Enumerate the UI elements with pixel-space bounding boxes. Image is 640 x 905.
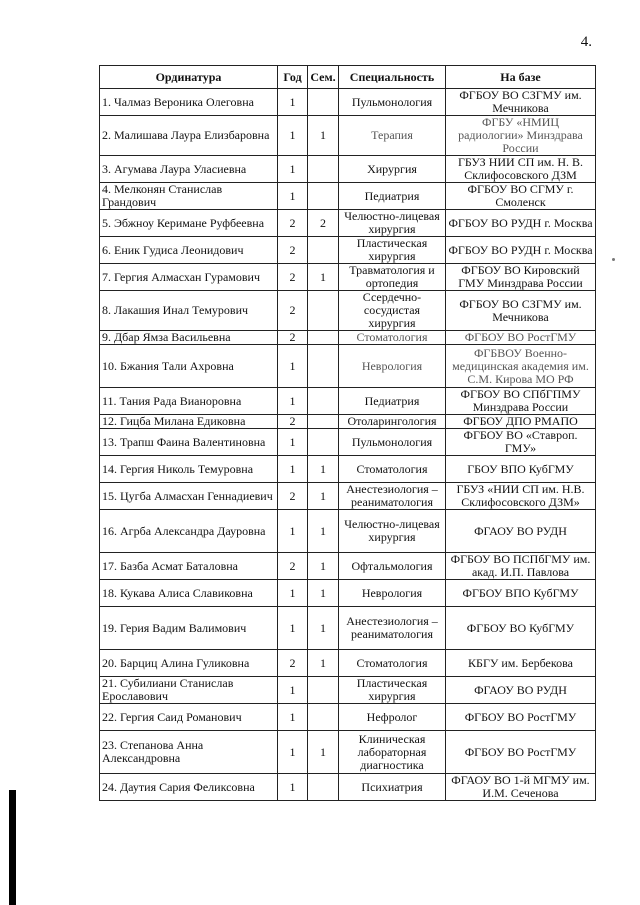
table-row [100, 237, 596, 264]
cell-base: ФГБОУ ВО Кировский ГМУ Минздрава России [446, 264, 596, 291]
table-row [100, 731, 596, 774]
cell-year: 1 [278, 607, 308, 650]
cell-year: 1 [278, 388, 308, 415]
cell-year: 1 [278, 731, 308, 774]
cell-name: 13. Трапш Фаина Валентиновна [100, 429, 278, 456]
cell-semester: 1 [308, 456, 339, 483]
cell-specialty: Стоматология [339, 331, 446, 345]
cell-semester [308, 388, 339, 415]
scan-speck [612, 258, 615, 261]
cell-name: 14. Гергия Николь Темуровна [100, 456, 278, 483]
cell-year: 2 [278, 291, 308, 331]
table-row [100, 429, 596, 456]
cell-semester [308, 237, 339, 264]
cell-base: ГБУЗ «НИИ СП им. Н.В. Склифосовского ДЗМ» [446, 483, 596, 510]
cell-specialty: Педиатрия [339, 388, 446, 415]
header-base: На базе [446, 66, 596, 89]
cell-year: 1 [278, 704, 308, 731]
table-row [100, 774, 596, 801]
cell-year: 1 [278, 580, 308, 607]
cell-base: ФГБОУ ВО СЗГМУ им. Мечникова [446, 291, 596, 331]
cell-name: 2. Малишава Лаура Елизбаровна [100, 116, 278, 156]
table-row [100, 650, 596, 677]
cell-base: КБГУ им. Бербекова [446, 650, 596, 677]
cell-semester: 1 [308, 510, 339, 553]
table-row [100, 388, 596, 415]
cell-name: 15. Цугба Алмасхан Геннадиевич [100, 483, 278, 510]
cell-semester: 2 [308, 210, 339, 237]
table-row [100, 580, 596, 607]
cell-name: 4. Мелконян Станислав Грандович [100, 183, 278, 210]
cell-year: 2 [278, 264, 308, 291]
cell-specialty: Анестезиология – реаниматология [339, 483, 446, 510]
cell-semester: 1 [308, 116, 339, 156]
cell-semester: 1 [308, 580, 339, 607]
cell-semester: 1 [308, 731, 339, 774]
cell-base: ФГБОУ ВО КубГМУ [446, 607, 596, 650]
cell-year: 1 [278, 774, 308, 801]
cell-base: ФГБОУ ВО РУДН г. Москва [446, 210, 596, 237]
table-row [100, 704, 596, 731]
cell-base: ФГБОУ ВО РостГМУ [446, 731, 596, 774]
cell-name: 12. Гицба Милана Едиковна [100, 415, 278, 429]
cell-semester [308, 156, 339, 183]
cell-base: ФГБОУ ВО РостГМУ [446, 704, 596, 731]
cell-name: 6. Еник Гудиса Леонидович [100, 237, 278, 264]
cell-name: 10. Бжания Тали Ахровна [100, 345, 278, 388]
table-row [100, 607, 596, 650]
cell-semester: 1 [308, 607, 339, 650]
cell-specialty: Педиатрия [339, 183, 446, 210]
cell-semester [308, 331, 339, 345]
cell-semester [308, 774, 339, 801]
header-year: Год [278, 66, 308, 89]
cell-name: 11. Тания Рада Вианоровна [100, 388, 278, 415]
table-row [100, 331, 596, 345]
cell-name: 20. Барциц Алина Гуликовна [100, 650, 278, 677]
cell-base: ФГАОУ ВО РУДН [446, 677, 596, 704]
table-row [100, 89, 596, 116]
cell-specialty: Стоматология [339, 456, 446, 483]
cell-name: 9. Дбар Ямза Васильевна [100, 331, 278, 345]
cell-base: ФГБОУ ДПО РМАПО [446, 415, 596, 429]
cell-base: ФГБВОУ Военно-медицинская академия им. С.М. Кирова МО РФ [446, 345, 596, 388]
header-semester: Сем. [308, 66, 339, 89]
cell-base: ФГБОУ ВО СПбГПМУ Минздрава России [446, 388, 596, 415]
cell-year: 1 [278, 89, 308, 116]
table-row [100, 456, 596, 483]
cell-year: 1 [278, 510, 308, 553]
cell-semester [308, 89, 339, 116]
cell-specialty: Анестезиология –реаниматология [339, 607, 446, 650]
cell-base: ФГБОУ ВО РУДН г. Москва [446, 237, 596, 264]
table-row [100, 677, 596, 704]
cell-year: 1 [278, 429, 308, 456]
table-row [100, 510, 596, 553]
cell-year: 1 [278, 183, 308, 210]
cell-semester [308, 415, 339, 429]
cell-specialty: Ссердечно-сосудистая хирургия [339, 291, 446, 331]
table-row [100, 183, 596, 210]
cell-specialty: Отоларингология [339, 415, 446, 429]
table-row [100, 345, 596, 388]
cell-base: ФГАОУ ВО 1-й МГМУ им. И.М. Сеченова [446, 774, 596, 801]
cell-semester [308, 677, 339, 704]
cell-specialty: Хирургия [339, 156, 446, 183]
cell-name: 16. Агрба Александра Дауровна [100, 510, 278, 553]
page-number: 4. [580, 34, 592, 50]
table-header-row [100, 66, 596, 89]
header-residency: Ординатура [100, 66, 278, 89]
cell-specialty: Пульмонология [339, 89, 446, 116]
cell-year: 2 [278, 650, 308, 677]
cell-base: ФГАОУ ВО РУДН [446, 510, 596, 553]
cell-base: ФГБОУ ВО СЗГМУ им. Мечникова [446, 89, 596, 116]
cell-year: 1 [278, 116, 308, 156]
residency-table [99, 65, 596, 801]
cell-name: 18. Кукава Алиса Славиковна [100, 580, 278, 607]
scan-binding-mark [9, 790, 16, 905]
cell-specialty: Офтальмология [339, 553, 446, 580]
table-row [100, 264, 596, 291]
cell-specialty: Травматология и ортопедия [339, 264, 446, 291]
cell-semester: 1 [308, 483, 339, 510]
cell-specialty: Челюстно-лицевая хирургия [339, 210, 446, 237]
cell-name: 5. Эбжноу Керимане Руфбеевна [100, 210, 278, 237]
table-row [100, 210, 596, 237]
cell-year: 1 [278, 456, 308, 483]
cell-year: 1 [278, 345, 308, 388]
cell-name: 1. Чалмаз Вероника Олеговна [100, 89, 278, 116]
cell-name: 7. Гергия Алмасхан Гурамович [100, 264, 278, 291]
cell-name: 17. Базба Асмат Баталовна [100, 553, 278, 580]
cell-year: 2 [278, 237, 308, 264]
cell-semester: 1 [308, 650, 339, 677]
cell-specialty: Клиническая лабораторная диагностика [339, 731, 446, 774]
cell-name: 24. Даутия Сария Феликсовна [100, 774, 278, 801]
cell-specialty: Психиатрия [339, 774, 446, 801]
cell-semester [308, 291, 339, 331]
cell-year: 2 [278, 415, 308, 429]
cell-specialty: Пластическая хирургия [339, 237, 446, 264]
cell-base: ФГБОУ ВО СГМУ г. Смоленск [446, 183, 596, 210]
cell-specialty: Нефролог [339, 704, 446, 731]
cell-specialty: Стоматология [339, 650, 446, 677]
cell-year: 1 [278, 156, 308, 183]
table-row [100, 156, 596, 183]
cell-name: 8. Лакашия Инал Темурович [100, 291, 278, 331]
cell-base: ФГБУ «НМИЦ радиологии» Минздрава России [446, 116, 596, 156]
cell-year: 2 [278, 553, 308, 580]
cell-specialty: Неврология [339, 345, 446, 388]
cell-specialty: Пульмонология [339, 429, 446, 456]
table-row [100, 291, 596, 331]
cell-name: 23. Степанова Анна Александровна [100, 731, 278, 774]
cell-base: ФГБОУ ВО «Ставроп. ГМУ» [446, 429, 596, 456]
table-row [100, 483, 596, 510]
cell-semester [308, 183, 339, 210]
cell-specialty: Неврология [339, 580, 446, 607]
table-row [100, 415, 596, 429]
cell-specialty: Пластическая хирургия [339, 677, 446, 704]
header-specialty: Специальность [339, 66, 446, 89]
table-row [100, 553, 596, 580]
cell-year: 2 [278, 483, 308, 510]
cell-specialty: Терапия [339, 116, 446, 156]
cell-semester [308, 429, 339, 456]
cell-semester: 1 [308, 264, 339, 291]
cell-semester [308, 704, 339, 731]
cell-base: ФГБОУ ВО РостГМУ [446, 331, 596, 345]
cell-specialty: Челюстно-лицевая хирургия [339, 510, 446, 553]
cell-name: 3. Агумава Лаура Уласиевна [100, 156, 278, 183]
cell-base: ФГБОУ ВО ПСПбГМУ им. акад. И.П. Павлова [446, 553, 596, 580]
cell-name: 21. Субилиани Станислав Ерославович [100, 677, 278, 704]
cell-year: 2 [278, 210, 308, 237]
cell-base: ГБУЗ НИИ СП им. Н. В. Склифосовского ДЗМ [446, 156, 596, 183]
cell-base: ГБОУ ВПО КубГМУ [446, 456, 596, 483]
cell-name: 19. Герия Вадим Валимович [100, 607, 278, 650]
table-row [100, 116, 596, 156]
cell-semester: 1 [308, 553, 339, 580]
cell-base: ФГБОУ ВПО КубГМУ [446, 580, 596, 607]
cell-name: 22. Гергия Саид Романович [100, 704, 278, 731]
cell-year: 2 [278, 331, 308, 345]
cell-year: 1 [278, 677, 308, 704]
cell-semester [308, 345, 339, 388]
